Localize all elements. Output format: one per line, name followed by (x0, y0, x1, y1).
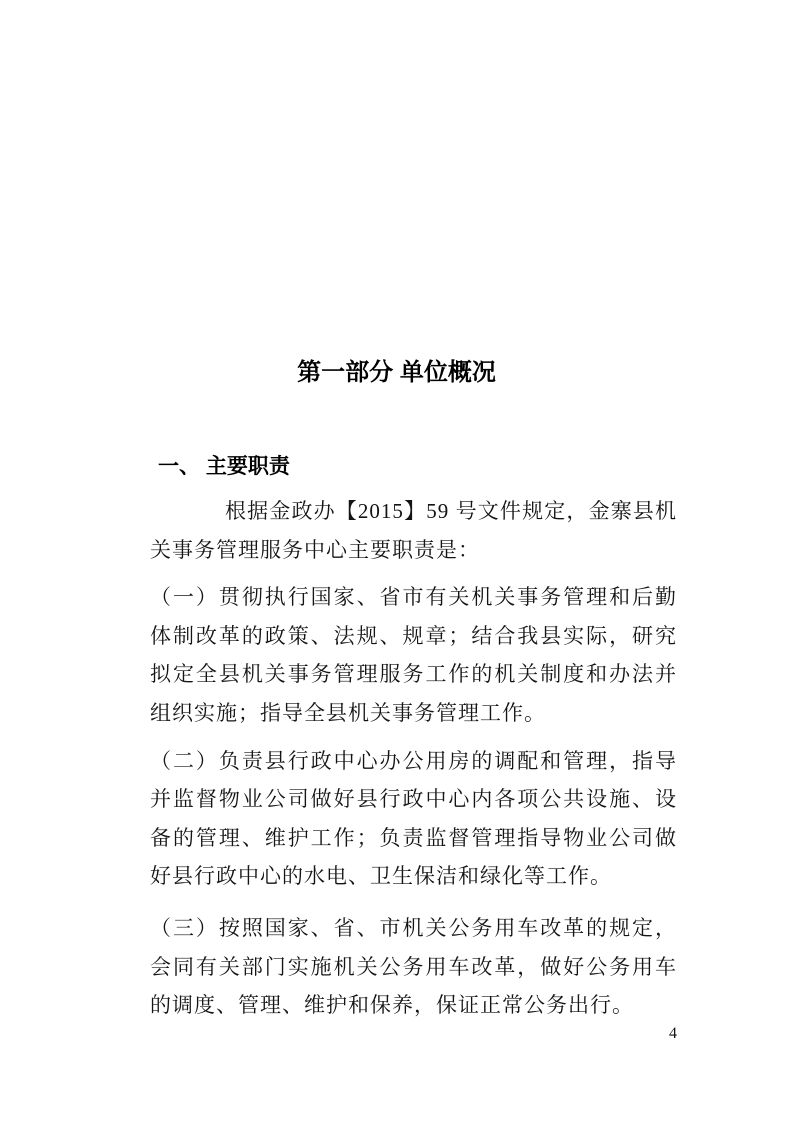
paragraph-duty-3: （三）按照国家、省、市机关公务用车改革的规定，会同有关部门实施机关公务用车改革，做好公务用车的调度、管理、维护和保养，保证正常公务出行。 (150, 915, 677, 1018)
document-title: 第一部分 单位概况 (297, 359, 496, 386)
section-heading: 一、 主要职责 (158, 455, 290, 478)
paragraph-duty-1: （一）贯彻执行国家、省市有关机关事务管理和后勤体制改革的政策、法规、规章；结合我县实际，研究拟定全县机关事务管理服务工作的机关制度和办法并组织实施；指导全县机关事务管理工作。 (150, 585, 677, 725)
page-number: 4 (669, 1025, 677, 1042)
paragraph-duty-2: （二）负责县行政中心办公用房的调配和管理，指导并监督物业公司做好县行政中心内各项公共设施、设备的管理、维护工作；负责监督管理指导物业公司做好县行政中心的水电、卫生保洁和绿化等工作。 (150, 748, 677, 889)
document-body (150, 492, 677, 1025)
paragraph-intro: 根据金政办【2015】59 号文件规定，金寨县机关事务管理服务中心主要职责是： (150, 499, 677, 562)
